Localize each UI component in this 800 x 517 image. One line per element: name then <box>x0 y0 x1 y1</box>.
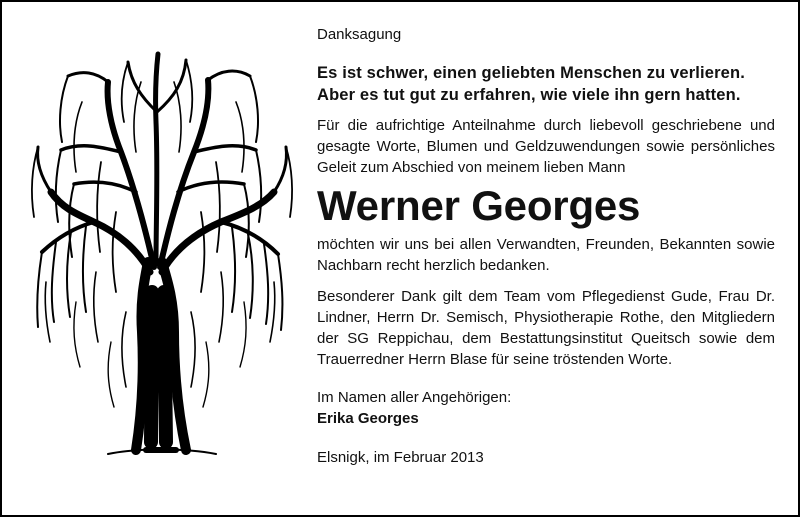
deceased-name: Werner Georges <box>317 182 641 229</box>
motto-line-1: Es ist schwer, einen geliebten Menschen zu verlieren. <box>317 64 745 82</box>
intro-paragraph: Für die aufrichtige Anteilnahme durch liebevoll geschriebene und gesagte Worte, Blumen und Geldzuwendungen sowie persönliches Geleit zum Abschied von meinem lieben Mann <box>317 117 775 176</box>
notice-text <box>317 24 775 468</box>
signer-name: Erika Georges <box>317 410 419 427</box>
on-behalf-line: Im Namen aller Angehörigen: <box>317 389 512 406</box>
thanks-paragraph: möchten wir uns bei allen Verwandten, Freunden, Bekannten sowie Nachbarn recht herzlich bedanken. <box>317 236 775 274</box>
motto <box>317 62 775 106</box>
tree-icon <box>16 42 306 470</box>
special-thanks-paragraph: Besonderer Dank gilt dem Team vom Pflegedienst Gude, Frau Dr. Lindner, Herrn Dr. Semisch, Physiotherapie Rothe, den Mitgliedern der SG Reppichau, dem Bestattungsinstitut Queitsch sowie dem Trauerredner Herrn Blase für seine tröstenden Worte. <box>317 288 775 368</box>
place-date: Elsnigk, im Februar 2013 <box>317 449 484 466</box>
notice-heading: Danksagung <box>317 26 402 43</box>
motto-line-2: Aber es tut gut zu erfahren, wie viele ihn gern hatten. <box>317 86 741 104</box>
